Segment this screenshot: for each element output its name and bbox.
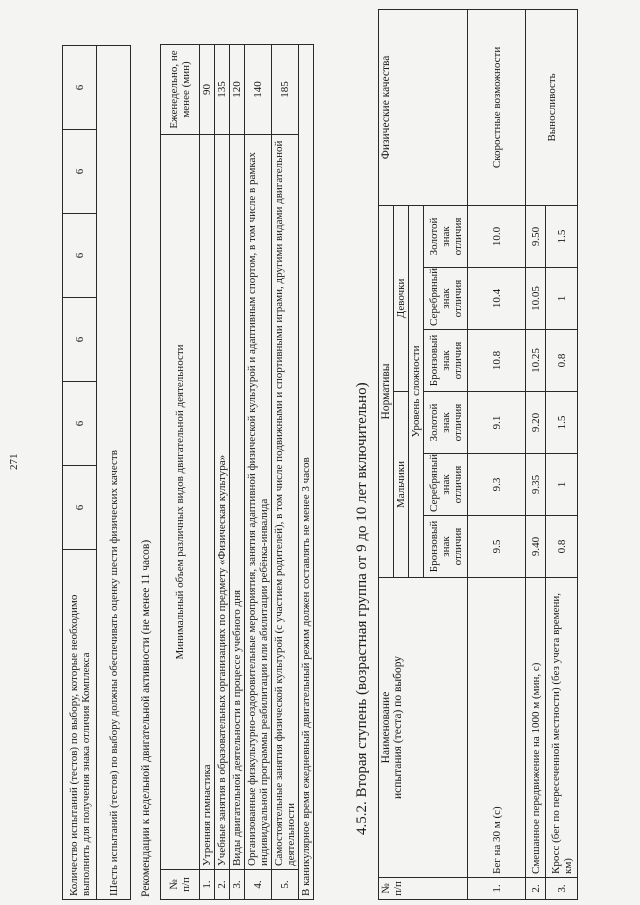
column-header-weekly: Еженедельно, не менее (мин) [161,45,200,135]
section-heading: 4.5.2. Вторая ступень (возрастная группа от 9 до 10 лет включительно) [354,382,370,835]
norm-value: 9.35 [526,454,546,516]
activity-minutes: 90 [200,45,215,135]
tests-count-value: 6 [63,466,97,550]
activity-name: Самостоятельные занятия физической культурой (с участием родителей), в том числе подвижными и спортивными играми, другими видами двигательной деятельности [272,135,299,870]
norm-value: 1.5 [546,392,578,454]
row-number: 1. [468,878,526,900]
norm-value: 10.4 [468,268,526,330]
norm-value: 9.5 [468,516,526,578]
norm-value: 0.8 [546,516,578,578]
physical-quality: Выносливость [526,9,578,205]
norm-value: 10.25 [526,330,546,392]
column-header-girls: Девочки [394,205,409,391]
activity-minutes: 140 [245,45,272,135]
table-header-row [379,9,394,899]
norm-value: 9.40 [526,516,546,578]
table-row [63,46,97,900]
norm-value: 9.1 [468,392,526,454]
row-number: 1. [200,870,215,900]
column-header-activity: Минимальный объем различных видов двигательной деятельности [161,135,200,870]
table-header-row [161,45,200,900]
column-header-boys: Мальчики [394,392,409,578]
norm-value: 1.5 [546,205,578,267]
activity-name: Виды двигательной деятельности в процессе учебного дня [230,135,245,870]
activity-name: Учебные занятия в образовательных организациях по предмету «Физическая культура» [215,135,230,870]
norm-value: 1 [546,268,578,330]
tests-count-value: 6 [63,130,97,214]
row-number: 3. [230,870,245,900]
norm-value: 10.0 [468,205,526,267]
table-row [200,45,215,900]
column-header-gold: Золотой знак отличия [424,205,468,267]
table-row [526,9,546,899]
table-row [245,45,272,900]
column-header-qualities: Физические качества [379,9,468,205]
tests-count-value: 6 [63,298,97,382]
column-header-gold: Золотой знак отличия [424,392,468,454]
activity-minutes: 120 [230,45,245,135]
norm-value: 10.05 [526,268,546,330]
column-header-silver: Серебряный знак отличия [424,454,468,516]
norms-table [378,9,578,900]
table-row [215,45,230,900]
column-header-silver: Серебряный знак отличия [424,268,468,330]
table-row [230,45,245,900]
row-number: 3. [546,878,578,900]
norm-value: 0.8 [546,330,578,392]
physical-quality: Скоростные возможности [468,9,526,205]
table-row [272,45,299,900]
tests-qualities-note: Шесть испытаний (тестов) по выбору должны обеспечивать оценку шести физических качеств [97,46,131,900]
vacation-note: В каникулярное время ежедневный двигательный режим должен составлять не менее 3 часов [299,45,314,900]
norm-value: 10.8 [468,330,526,392]
table-row [468,9,526,899]
column-header-level: Уровень сложности [409,205,424,577]
activity-minutes: 185 [272,45,299,135]
activity-name: Организованные физкультурно-оздоровительные мероприятия, занятия адаптивной физической культурой и адаптивным спортом, в том числе в рамках индивидуальной программы реабилитации или абилитации ребёнка-инвалида [245,135,272,870]
test-name: Смешанное передвижение на 1000 м (мин, с) [526,578,546,878]
norm-value: 9.20 [526,392,546,454]
table-row [299,45,314,900]
tests-count-label: Количество испытаний (тестов) по выбору, которые необходимо выполнить для получения знака отличия Комплекса [63,550,97,900]
row-number: 2. [526,878,546,900]
norm-value: 1 [546,454,578,516]
column-header-test: Наименование испытания (теста) по выбору [379,578,468,878]
row-number: 4. [245,870,272,900]
column-header-no: № п/п [379,878,468,900]
norm-value: 9.50 [526,205,546,267]
tests-count-value: 6 [63,46,97,130]
tests-count-value: 6 [63,214,97,298]
weekly-activity-table [160,44,314,900]
column-header-normatives: Нормативы [379,205,394,577]
tests-count-table [62,45,131,900]
test-name: Кросс (бег по пересеченной местности) (без учета времени, км) [546,578,578,878]
activity-name: Утренняя гимнастика [200,135,215,870]
activity-minutes: 135 [215,45,230,135]
test-name: Бег на 30 м (с) [468,578,526,878]
row-number: 5. [272,870,299,900]
column-header-bronze: Бронзовый знак отличия [424,330,468,392]
table-row [97,46,131,900]
page-number: 271 [8,453,20,470]
recommendation-heading: Рекомендации к недельной двигательной активности (не менее 11 часов) [140,539,152,897]
tests-count-value: 6 [63,382,97,466]
row-number: 2. [215,870,230,900]
column-header-no: № п/п [161,870,200,900]
column-header-bronze: Бронзовый знак отличия [424,516,468,578]
norm-value: 9.3 [468,454,526,516]
